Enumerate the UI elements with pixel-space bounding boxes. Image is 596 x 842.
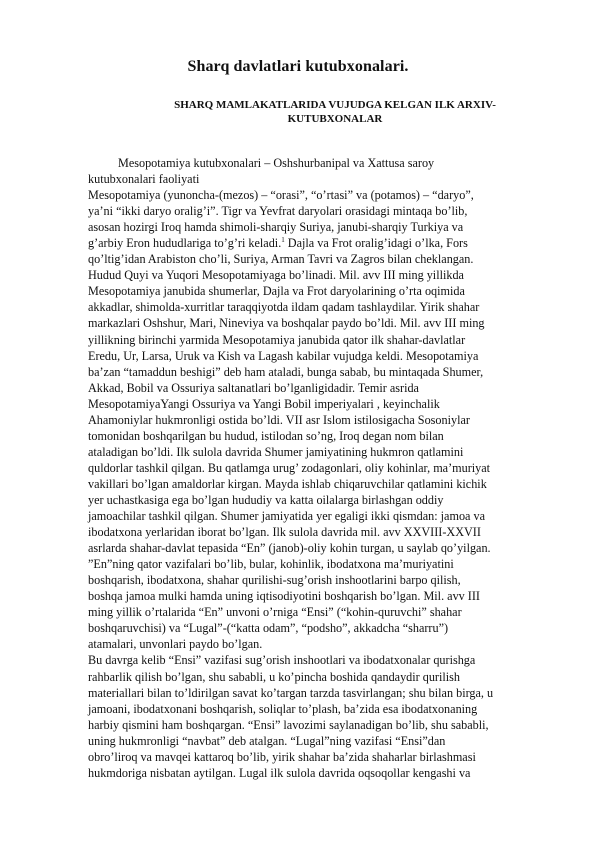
footnote-mark: 1 <box>281 236 285 245</box>
text-line: MesopotamiyaYangi Ossuriya va Yangi Bobil imperiyalari , keyinchalik <box>88 396 440 411</box>
text-line: qo’ltig’idan Arabiston cho’li, Suriya, Arman Tavri va Zagros bilan cheklangan. <box>88 252 474 267</box>
text-line: Bu davrga kelib “Ensi” vazifasi sug’orish inshootlari va ibodatxonalar qurishga <box>88 653 476 668</box>
text-line: boshqaruvchisi) va “Lugal”-(“katta odam”, “podsho”, akkadcha “sharru”) <box>88 621 449 636</box>
text-line: rahbarlik qilish bo’lgan, shu sababli, u ko’pincha boshida qandaydir qurilish <box>88 669 460 684</box>
text-line: Akkad, Bobil va Ossuriya saltanatlari bo’lganligidadir. Temir asrida <box>88 380 419 395</box>
text-line: vakillari bo’lgan amaldorlar kirgan. Mayda ishlab chiqaruvchilar qatlamini kichik <box>88 476 487 491</box>
text-line: hukmdoriga nisbatan aytilgan. Lugal ilk sulola davrida oqsoqollar kengashi va <box>88 765 471 780</box>
text-line: akkadlar, shimolda-xurritlar taraqqiyotda ildam qadam tashlaydilar. Yirik shahar <box>88 300 480 315</box>
page-title: Sharq davlatlari kutubxonalari. <box>187 58 409 75</box>
text-line: asrlarda shahar-davlat tepasida “En” (janob)-oliy kohin turgan, u saylab qo’yilgan. <box>88 541 491 556</box>
text-line: asosan hozirgi Iroq hamda shimoli-sharqiy Suriya, janubi-sharqiy Turkiya va <box>88 220 464 235</box>
text-line: ibodatxona yerlaridan iborat bo’lgan. Ilk sulola davrida mil. avv XXVIII-XXVII <box>88 525 481 540</box>
body-text <box>88 155 558 781</box>
text-line: Mesopotamiya janubida shumerlar, Dajla va Frot daryolarining o’rta oqimida <box>88 284 465 299</box>
text-line: atamalari, unvonlari paydo bo’lgan. <box>88 637 263 652</box>
text-line: kutubxonalari faoliyati <box>88 172 200 187</box>
text-line: ”En”ning qator vazifalari bo’lib, bular, kohinlik, ibodatxona ma’muriyatini <box>88 557 454 572</box>
text-line: uning hukmronligi “navbat” deb atalgan. “Lugal”ning vazifasi “Ensi”dan <box>88 733 446 748</box>
text-line: yer uchastkasiga ega bo’lgan hududiy va katta oilalarga birlashgan oddiy <box>88 492 444 507</box>
text-line: boshqarish, ibodatxona, shahar qurilishi-sug’orish inshootlarini barpo qilish, <box>88 573 461 588</box>
text-line: Mesopotamiya kutubxonalari – Oshshurbanipal va Xattusa saroy <box>118 156 435 170</box>
text-line: Ahamoniylar hukmronligi ostida bo’ldi. VII asr Islom istilosigacha Sosoniylar <box>88 412 470 427</box>
subtitle-line-2: KUTUBXONALAR <box>287 113 383 125</box>
text-line: Hudud Quyi va Yuqori Mesopotamiyaga bo’linadi. Mil. avv III ming yillikda <box>88 268 464 283</box>
text-line: markazlari Oshshur, Mari, Nineviya va boshqalar paydo bo’ldi. Mil. avv III ming <box>88 316 485 331</box>
text-line: ataladigan bo’ldi. Ilk sulola davrida Shumer jamiyatining hukmron qatlamini <box>88 444 464 459</box>
text-line-with-footnote <box>88 235 558 251</box>
text-line: Mesopotamiya (yunoncha-(mezos) – “orasi”, “o’rtasi” va (potamos) – “daryo”, <box>88 188 474 203</box>
text-span: Dajla va Frot oralig’idagi o’lka, Fors <box>284 236 468 251</box>
subtitle <box>140 98 530 126</box>
text-line: ba’zan “tamaddun beshigi” deb ham ataladi, bunga sabab, bu mintaqada Shumer, <box>88 364 484 379</box>
text-line: obro’liroq va mavqei kattaroq bo’lib, yirik shahar ba’zida shaharlar birlashmasi <box>88 749 476 764</box>
text-line: yillikning birinchi yarmida Mesopotamiya janubida qator ilk shahar-davlatlar <box>88 332 466 347</box>
text-line: ming yillik o’rtalarida “En” unvoni o’rniga “Ensi” (“kohin-quruvchi” shahar <box>88 605 462 620</box>
text-line: boshqa jamoa mulki hamda uning iqtisodiyotini boshqarish bo’lgan. Mil. avv III <box>88 589 480 604</box>
text-line: tomonidan boshqarilgan bu hudud, istilodan so’ng, Iroq degan nom bilan <box>88 428 444 443</box>
text-line: jamoachilar tashkil qilgan. Shumer jamiyatida yer egaligi ikki qismdan: jamoa va <box>88 509 486 524</box>
text-span: g’arbiy Eron hududlariga to’g’ri keladi. <box>88 236 282 251</box>
text-line: ya’ni “ikki daryo oralig’i”. Tigr va Yevfrat daryolari orasidagi mintaqa bo’lib, <box>88 204 468 219</box>
text-line: quldorlar tashkil qilgan. Bu qatlamga urug’ zodagonlari, oliy kohinlar, ma’muriyat <box>88 460 491 475</box>
text-line: harbiy qismini ham boshqargan. “Ensi” lavozimi saylanadigan bo’lib, shu sababli, <box>88 717 489 732</box>
text-line: jamoani, ibodatxonani boshqarish, soliqlar to’plash, ba’zida esa ibodatxonaning <box>88 701 478 716</box>
subtitle-line-1: SHARQ MAMLAKATLARIDA VUJUDGA KELGAN ILK ARXIV- <box>174 99 496 111</box>
text-line: Eredu, Ur, Larsa, Uruk va Kish va Lagash kabilar vujudga keldi. Mesopotamiya <box>88 348 479 363</box>
text-line: materiallari bilan to’ldirilgan savat ko’targan tarzda tasvirlangan; shu bilan birga, u <box>88 685 494 700</box>
